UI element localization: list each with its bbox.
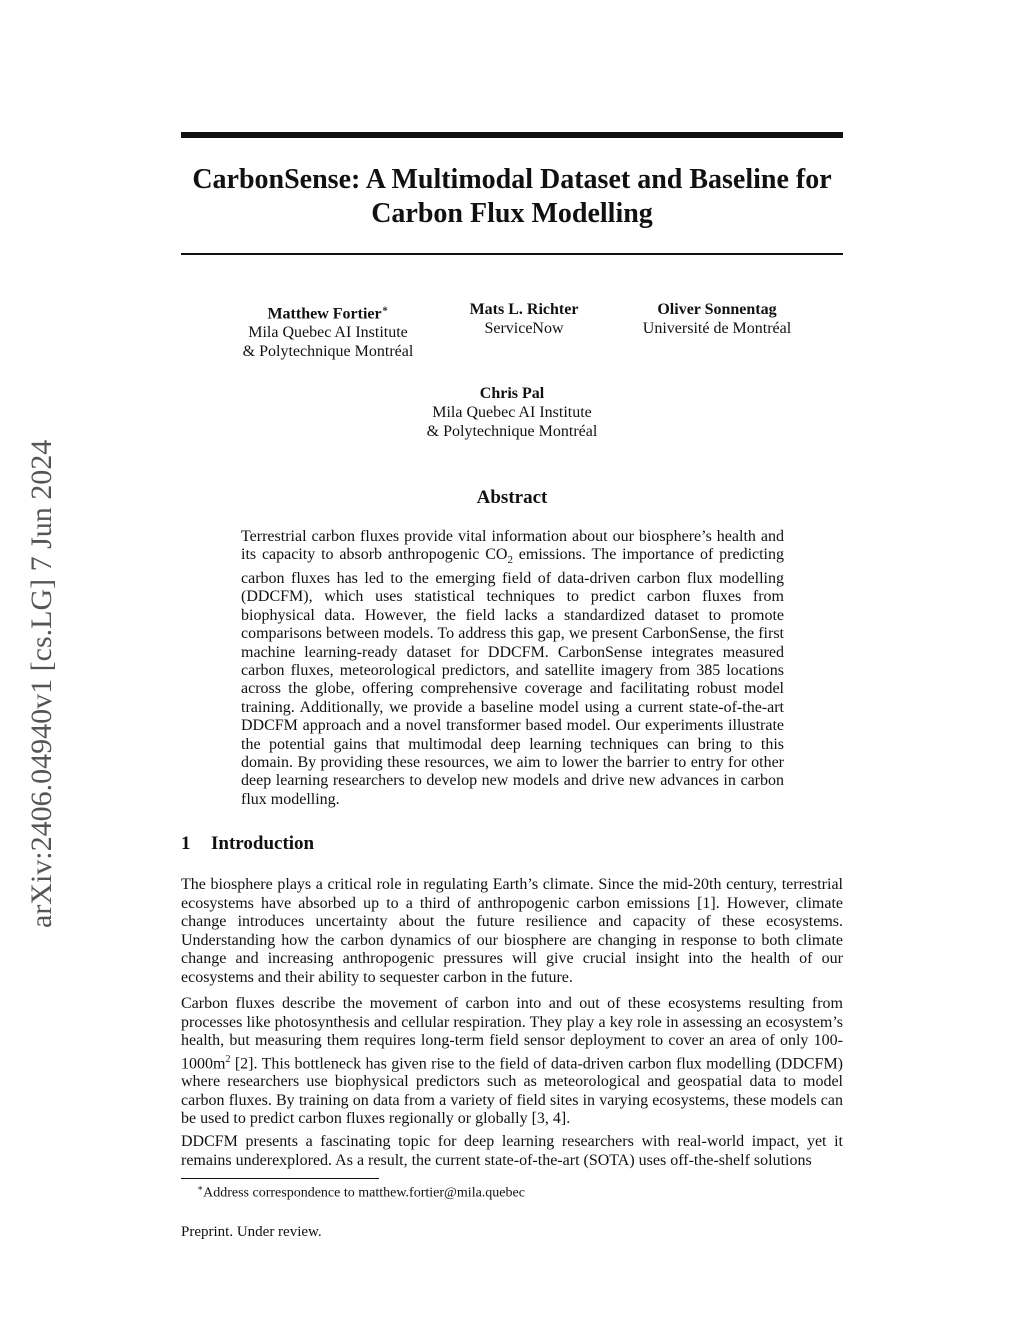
- author-name: Oliver Sonnentag: [657, 301, 777, 318]
- abstract-text: Terrestrial carbon fluxes provide vital information about our biosphere’s health and its capacity to absorb anthropogenic $CO_2$ emissions. The importance of predicting carbon fluxes has led to the emerging field of data-driven carbon flux modelling (DDCFM), which uses statistical techniques to predict carbon fluxes from biophysical data. However, the field lacks a standardized dataset to promote comparisons between models. To address this gap, we present CarbonSense, the first machine learning-ready dataset for DDCFM. CarbonSense integrates measured carbon fluxes, meteorological predictors, and satellite imagery from 385 locations across the globe, offering comprehensive coverage and facilitating robust model training. Additionally, we provide a baseline model using a current state-of-the-art DDCFM approach and a novel transformer based model. Our experiments illustrate the potential gains that multimodal deep learning techniques can bring to this domain. By providing these resources, we aim to lower the barrier to entry for other deep learning researchers to develop new models and drive new advances in carbon flux modelling.: [241, 528, 784, 808]
- author-affiliation: & Polytechnique Montréal: [426, 423, 598, 440]
- paragraph-2: Carbon fluxes describe the movement of carbon into and out of these ecosystems resulting from processes like photosynthesis and cellular respiration. They play a key role in assessing an ecosystem’s health, but measuring them requires long-term field sensor deployment to cover an area of only $100-1000m^2$ [2]. This bottleneck has given rise to the field of data-driven carbon flux modelling (DDCFM) where researchers use biophysical predictors such as meteorological and geospatial data to model carbon fluxes. By training on data from a variety of field sites in varying ecosystems, these models can be used to predict carbon fluxes regionally or globally [3, 4].: [181, 995, 843, 1128]
- author-block-3: [627, 300, 807, 338]
- title-bottom-rule: [181, 253, 843, 255]
- section-heading: 1 Introduction: [181, 833, 315, 854]
- preprint-note: Preprint. Under review.: [181, 1224, 322, 1240]
- paper-title: [181, 163, 843, 231]
- title-top-rule: [181, 132, 843, 138]
- author-block-1: [215, 300, 441, 361]
- title-line-1: CarbonSense: A Multimodal Dataset and Baseline for: [192, 164, 832, 195]
- paragraph-1: The biosphere plays a critical role in regulating Earth’s climate. Since the mid-20th century, terrestrial ecosystems have absorbed up to a third of anthropogenic carbon emissions [1]. However, climate change introduces uncertainty about the future resilience and capacity of these ecosystems. Understanding how the carbon dynamics of our biosphere are changing in response to both climate change and increasing anthropogenic pressures will give crucial insight into the health of our ecosystems and their ability to sequester carbon in the future.: [181, 876, 843, 986]
- author-name: Mats L. Richter: [469, 301, 579, 318]
- author-affiliation: Mila Quebec AI Institute: [248, 324, 408, 342]
- author-affiliation: ServiceNow: [484, 320, 564, 337]
- author-name: Chris Pal: [479, 385, 545, 402]
- paragraph-3: DDCFM presents a fascinating topic for deep learning researchers with real-world impact, yet it remains underexplored. As a result, the current state-of-the-art (SOTA) uses off-the-shelf solutions: [181, 1133, 843, 1169]
- author-block-2: [444, 300, 604, 338]
- title-line-2: Carbon Flux Modelling: [371, 198, 653, 229]
- author-affiliation: Mila Quebec AI Institute: [432, 404, 592, 421]
- footnote-rule: [181, 1178, 379, 1179]
- footnote: ∗Address correspondence to matthew.fortier@mila.quebec: [197, 1183, 525, 1201]
- author-affiliation: Université de Montréal: [642, 320, 792, 337]
- abstract-heading: Abstract: [476, 487, 548, 508]
- author-block-4: [399, 384, 625, 441]
- author-affiliation: & Polytechnique Montréal: [242, 343, 414, 361]
- author-name: Matthew Fortier∗: [267, 304, 389, 323]
- arxiv-stamp: arXiv:2406.04940v1 [cs.LG] 7 Jun 2024: [25, 439, 58, 928]
